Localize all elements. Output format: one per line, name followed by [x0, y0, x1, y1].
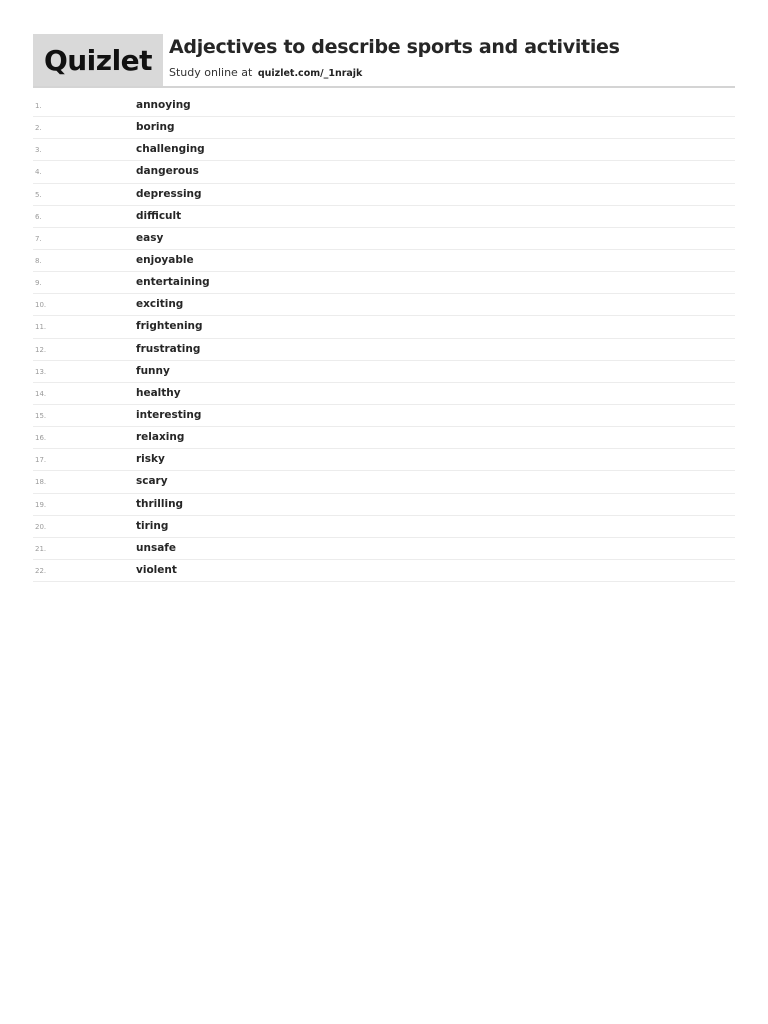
term-row [33, 250, 735, 272]
term-number: 12. [35, 345, 47, 354]
term-number: 15. [35, 411, 47, 420]
term-row [33, 494, 735, 516]
term-number: 18. [35, 478, 47, 487]
term-row [33, 161, 735, 183]
term-list [33, 95, 735, 582]
term-number: 13. [35, 367, 47, 376]
term-row [33, 228, 735, 250]
term-row [33, 117, 735, 139]
term-word: difficult [136, 209, 182, 222]
term-number: 14. [35, 389, 47, 398]
term-word: violent [136, 563, 177, 576]
term-number: 9. [35, 279, 42, 288]
term-number: 21. [35, 544, 47, 553]
term-word: challenging [136, 143, 205, 156]
term-word: boring [136, 121, 175, 134]
term-number: 2. [35, 124, 42, 133]
term-row [33, 316, 735, 338]
term-word: relaxing [136, 431, 185, 444]
term-number: 6. [35, 212, 42, 221]
term-number: 3. [35, 146, 42, 155]
term-number: 16. [35, 434, 47, 443]
term-row [33, 560, 735, 582]
term-word: thrilling [136, 497, 184, 510]
term-row [33, 471, 735, 493]
term-word: scary [136, 475, 168, 488]
term-word: risky [136, 453, 165, 466]
study-url-link[interactable]: quizlet.com/_1nrajk [257, 68, 363, 79]
study-online-line [169, 66, 362, 79]
term-number: 8. [35, 256, 42, 265]
term-word: tiring [136, 519, 169, 532]
page-header [33, 33, 735, 88]
term-word: unsafe [136, 541, 176, 554]
term-word: entertaining [136, 276, 210, 289]
page-title: Adjectives to describe sports and activities [169, 36, 620, 58]
term-number: 10. [35, 301, 47, 310]
term-row [33, 206, 735, 228]
term-row [33, 516, 735, 538]
term-word: depressing [136, 187, 202, 200]
term-word: healthy [136, 386, 181, 399]
term-row [33, 361, 735, 383]
term-row [33, 427, 735, 449]
term-number: 19. [35, 500, 47, 509]
term-word: easy [136, 231, 164, 244]
term-row [33, 449, 735, 471]
term-row [33, 538, 735, 560]
term-row [33, 339, 735, 361]
quizlet-logo [33, 34, 163, 86]
term-number: 5. [35, 190, 42, 199]
term-number: 20. [35, 522, 47, 531]
term-row [33, 294, 735, 316]
term-word: exciting [136, 298, 184, 311]
study-online-label: Study online at [169, 66, 253, 79]
term-word: interesting [136, 408, 202, 421]
term-row [33, 272, 735, 294]
term-number: 1. [35, 102, 42, 110]
term-number: 22. [35, 566, 47, 575]
term-number: 4. [35, 168, 42, 177]
term-word: dangerous [136, 165, 199, 178]
term-number: 17. [35, 456, 47, 465]
logo-text: Quizlet [43, 43, 153, 77]
term-row [33, 405, 735, 427]
term-number: 7. [35, 234, 42, 243]
term-row [33, 95, 735, 117]
term-row [33, 139, 735, 161]
term-number: 11. [35, 323, 47, 332]
term-word: annoying [136, 99, 191, 111]
term-row [33, 184, 735, 206]
term-word: frustrating [136, 342, 201, 355]
term-word: frightening [136, 320, 203, 333]
term-row [33, 383, 735, 405]
term-word: enjoyable [136, 253, 194, 266]
term-word: funny [136, 364, 170, 377]
